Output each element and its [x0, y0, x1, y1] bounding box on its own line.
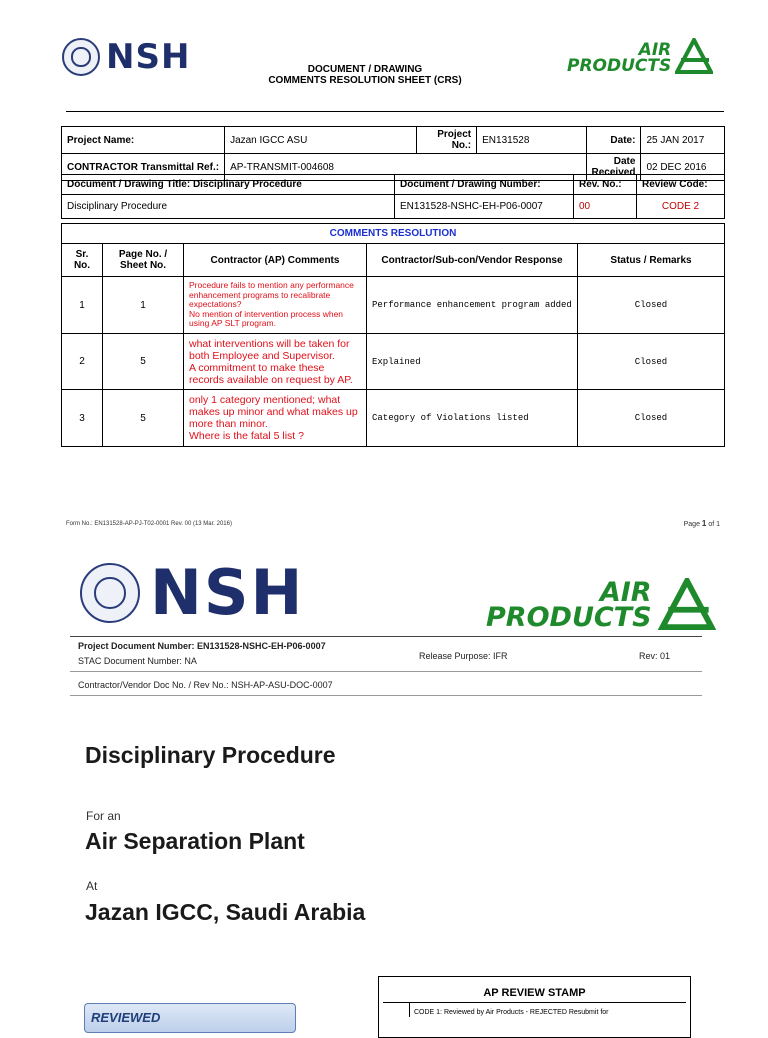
row-response: Category of Violations listed [367, 390, 578, 447]
crs-title-line1: DOCUMENT / DRAWING [307, 64, 423, 75]
stamp-code1: CODE 1: Reviewed by Air Products - REJECTED Resubmit for [414, 1009, 609, 1016]
stamp-code1-cell [409, 1003, 690, 1017]
col-header-comments: Contractor (AP) Comments [184, 244, 367, 277]
for-an-label: For an [86, 809, 121, 823]
comments-resolution-table [61, 223, 725, 447]
review-code-value: CODE 2 [637, 195, 725, 219]
row-page: 1 [103, 277, 184, 334]
table-row [62, 277, 725, 334]
ap-logo-air: AIR [638, 40, 672, 61]
document-info-block [61, 174, 725, 219]
row-comments [184, 390, 367, 447]
doc-number-label: Document / Drawing Number: [395, 175, 574, 195]
plant-name: Air Separation Plant [85, 828, 305, 854]
crs-title-line2: COMMENTS RESOLUTION SHEET (CRS) [268, 75, 462, 86]
row-comments [184, 277, 367, 334]
page-indicator [640, 519, 720, 528]
col-header-page: Page No. / Sheet No. [103, 244, 184, 277]
transmittal-label: CONTRACTOR Transmittal Ref.: [62, 154, 225, 181]
air-products-triangle-icon [675, 38, 713, 74]
row-status: Closed [578, 334, 725, 390]
doc-number-value: EN131528-NSHC-EH-P06-0007 [395, 195, 574, 219]
document-revision: Rev: 01 [639, 651, 671, 661]
stamp-title: AP REVIEW STAMP [383, 981, 686, 1003]
doc-info-rule [70, 671, 702, 672]
col-header-sr: Sr. No. [62, 244, 103, 277]
col-header-response: Contractor/Sub-con/Vendor Response [367, 244, 578, 277]
row-status: Closed [578, 390, 725, 447]
nsh-logo-text: NSH [106, 37, 191, 77]
comment-text: only 1 category mentioned; what makes up minor and what makes up more than minor. [189, 394, 358, 430]
doc-header-rule [70, 636, 702, 637]
comment-text: what interventions will be taken for both Employee and Supervisor. [189, 337, 350, 362]
table-row [62, 334, 725, 390]
table-row [62, 390, 725, 447]
comments-resolution-title: COMMENTS RESOLUTION [62, 224, 725, 244]
doc-nsh-logo-text: NSH [150, 556, 305, 629]
col-header-status: Status / Remarks [578, 244, 725, 277]
row-response: Explained [367, 334, 578, 390]
row-sr: 1 [62, 277, 103, 334]
doc-ap-logo-products: PRODUCTS [486, 601, 652, 633]
row-comments [184, 334, 367, 390]
date-received-label: Date Received [586, 154, 641, 181]
date-received-value: 02 DEC 2016 [641, 154, 725, 181]
project-name-label: Project Name: [62, 127, 225, 154]
row-response: Performance enhancement program added [367, 277, 578, 334]
project-info-block [61, 126, 725, 181]
comment-text: Where is the fatal 5 list ? [189, 430, 304, 442]
form-number: Form No.: EN131528-AP-PJ-T02-0001 Rev. 00 (13 Mar. 2016) [66, 521, 232, 527]
comment-text: A commitment to make these records available on request by AP. [189, 361, 353, 386]
nsh-logo [62, 37, 190, 77]
project-document-number: Project Document Number: EN131528-NSHC-EH-P06-0007 [78, 641, 326, 651]
project-no-label: Project No.: [417, 127, 477, 154]
date-value: 25 JAN 2017 [641, 127, 725, 154]
rev-no-label: Rev. No.: [574, 175, 637, 195]
project-no-value: EN131528 [477, 127, 586, 154]
ap-logo-products: PRODUCTS [567, 55, 672, 76]
row-page: 5 [103, 334, 184, 390]
review-code-label: Review Code: [637, 175, 725, 195]
plant-location: Jazan IGCC, Saudi Arabia [85, 899, 366, 925]
doc-ap-logo-air: AIR [599, 577, 652, 609]
comment-text: Procedure fails to mention any performance enhancement programs to recalibrate expectations? [189, 280, 354, 310]
project-name-value: Jazan IGCC ASU [225, 127, 417, 154]
doc-title-value: Disciplinary Procedure [62, 195, 395, 219]
doc-vendor-rule [70, 695, 702, 696]
rev-no-value: 00 [574, 195, 637, 219]
row-sr: 2 [62, 334, 103, 390]
page-number: 1 [701, 519, 707, 528]
document-title: Disciplinary Procedure [85, 742, 336, 768]
doc-title-label: Document / Drawing Title: Disciplinary Procedure [62, 175, 395, 195]
row-page: 5 [103, 390, 184, 447]
release-purpose: Release Purpose: IFR [419, 651, 508, 661]
vendor-doc-number: Contractor/Vendor Doc No. / Rev No.: NSH-AP-ASU-DOC-0007 [78, 680, 333, 690]
at-label: At [86, 879, 98, 893]
date-label: Date: [586, 127, 641, 154]
reviewed-badge: REVIEWED [84, 1003, 296, 1033]
air-products-triangle-icon [658, 578, 716, 630]
air-products-logo [567, 38, 713, 74]
page-prefix: Page [683, 521, 702, 528]
header-rule [66, 111, 724, 112]
row-status: Closed [578, 277, 725, 334]
doc-nsh-logo [80, 556, 305, 629]
stac-document-number: STAC Document Number: NA [78, 656, 197, 666]
nsh-seal-icon [62, 38, 100, 76]
crs-title [240, 64, 490, 86]
ap-review-stamp [378, 976, 691, 1038]
page-suffix: of 1 [706, 521, 720, 528]
row-sr: 3 [62, 390, 103, 447]
nsh-seal-icon [80, 563, 140, 623]
transmittal-value: AP-TRANSMIT-004608 [225, 154, 586, 181]
comment-text: No mention of intervention process when using AP SLT program. [189, 308, 344, 329]
doc-air-products-logo [486, 577, 716, 633]
